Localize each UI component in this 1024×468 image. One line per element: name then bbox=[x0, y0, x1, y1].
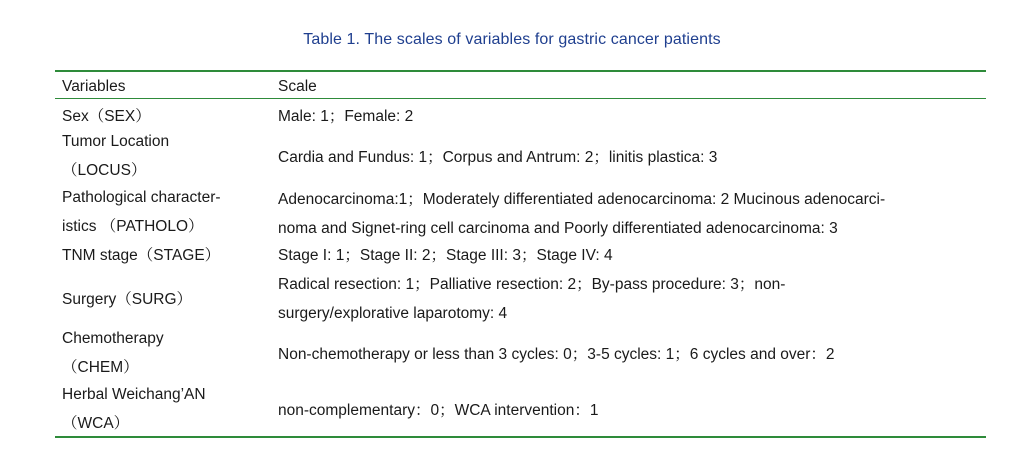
row-sex-scale: Male: 1；Female: 2 bbox=[278, 108, 414, 125]
table-header-rule bbox=[55, 98, 986, 99]
row-locus-scale: Cardia and Fundus: 1；Corpus and Antrum: 2；linitis plastica: 3 bbox=[278, 149, 718, 166]
row-surg-scale-line2: surgery/explorative laparotomy: 4 bbox=[278, 305, 508, 322]
row-locus-variable-line2: （LOCUS） bbox=[62, 162, 147, 179]
row-surg-scale-line1: Radical resection: 1；Palliative resection: 2；By-pass procedure: 3；non- bbox=[278, 276, 786, 293]
row-wca-variable-line1: Herbal Weichang’AN bbox=[62, 386, 206, 403]
row-stage-scale: Stage I: 1；Stage II: 2；Stage III: 3；Stage IV: 4 bbox=[278, 247, 613, 264]
row-patholo-scale-line2: noma and Signet-ring cell carcinoma and Poorly differentiated adenocarcinoma: 3 bbox=[278, 220, 838, 237]
row-wca-scale: non-complementary：0；WCA intervention：1 bbox=[278, 402, 599, 419]
row-stage-variable: TNM stage（STAGE） bbox=[62, 247, 221, 264]
table-top-rule bbox=[55, 70, 986, 72]
row-chem-variable-line2: （CHEM） bbox=[62, 359, 139, 376]
row-patholo-scale-line1: Adenocarcinoma:1；Moderately differentiated adenocarcinoma: 2 Mucinous adenocarci- bbox=[278, 191, 886, 208]
header-scale: Scale bbox=[278, 78, 317, 95]
row-patholo-variable-line1: Pathological character- bbox=[62, 189, 221, 206]
row-chem-scale: Non-chemotherapy or less than 3 cycles: 0；3-5 cycles: 1；6 cycles and over：2 bbox=[278, 346, 835, 363]
header-variables: Variables bbox=[62, 78, 126, 95]
row-sex-variable: Sex（SEX） bbox=[62, 108, 151, 125]
row-locus-variable-line1: Tumor Location bbox=[62, 133, 170, 150]
row-wca-variable-line2: （WCA） bbox=[62, 415, 130, 432]
row-chem-variable-line1: Chemotherapy bbox=[62, 330, 164, 347]
table-bottom-rule bbox=[55, 436, 986, 438]
row-surg-variable: Surgery（SURG） bbox=[62, 291, 193, 308]
row-patholo-variable-line2: istics （PATHOLO） bbox=[62, 218, 204, 235]
table-caption: Table 1. The scales of variables for gastric cancer patients bbox=[303, 31, 721, 48]
